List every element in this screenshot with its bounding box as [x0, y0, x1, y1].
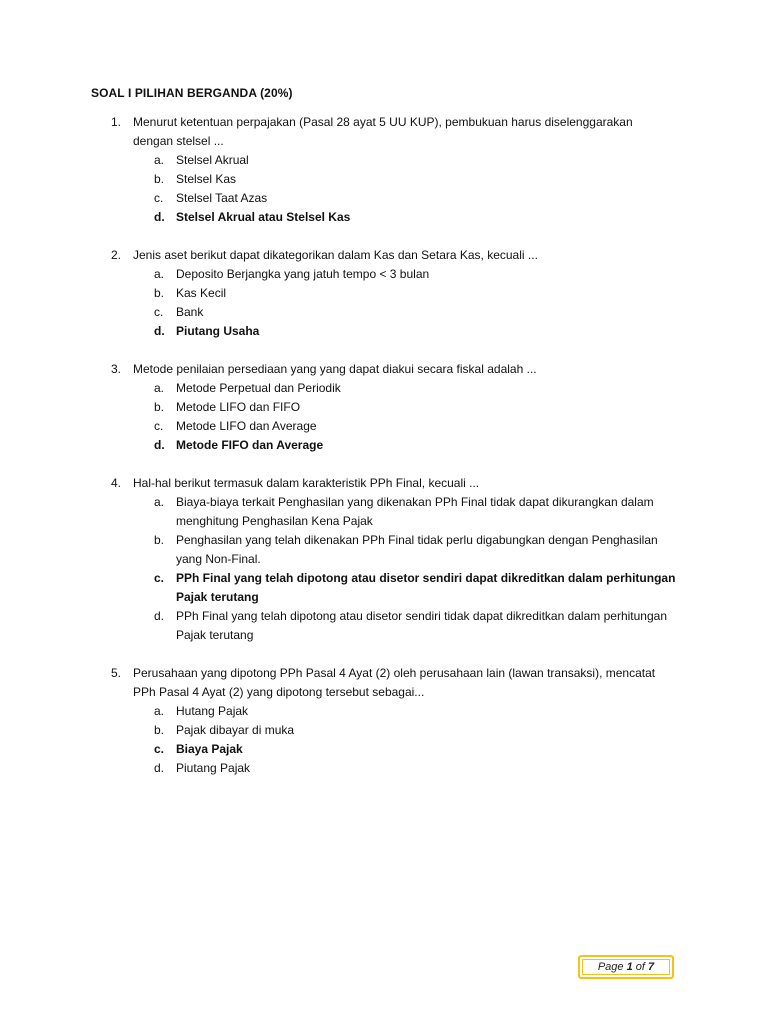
option-d: [0, 759, 768, 778]
question-1: [0, 113, 768, 227]
question-3: [0, 360, 768, 455]
option-letter: a.: [154, 704, 165, 718]
page-label: Page: [597, 961, 624, 973]
option-letter: d.: [154, 210, 165, 224]
option-text: Deposito Berjangka yang jatuh tempo < 3 bulan: [176, 267, 430, 281]
option-c-answer: [0, 740, 768, 759]
question-text: Perusahaan yang dipotong PPh Pasal 4 Ayat (2) oleh perusahaan lain (lawan transaksi), mencatat PPh Pasal 4 Ayat (2) yang dipotong tersebut sebagai...: [133, 666, 656, 699]
option-letter: a.: [154, 381, 165, 395]
question-2: [0, 246, 768, 341]
question-text: Metode penilaian persediaan yang yang dapat diakui secara fiskal adalah ...: [133, 362, 537, 376]
option-letter: c.: [154, 191, 164, 205]
question-number: 2.: [111, 248, 122, 262]
option-text: Metode Perpetual dan Periodik: [176, 381, 341, 395]
option-letter: d.: [154, 609, 165, 623]
option-text: PPh Final yang telah dipotong atau disetor sendiri dapat dikreditkan dalam perhitungan Pajak terutang: [176, 571, 676, 604]
option-letter: b.: [154, 400, 165, 414]
option-list: [0, 702, 768, 778]
question-number: 5.: [111, 666, 122, 680]
option-letter: d.: [154, 324, 165, 338]
option-letter: c.: [154, 305, 164, 319]
option-text: Pajak dibayar di muka: [176, 723, 295, 737]
option-letter: d.: [154, 761, 165, 775]
option-text: Piutang Usaha: [176, 324, 260, 338]
option-letter: a.: [154, 495, 165, 509]
option-letter: a.: [154, 267, 165, 281]
option-a: [0, 493, 768, 531]
current-page: 1: [626, 961, 633, 973]
option-d-answer: [0, 322, 768, 341]
option-b: [0, 170, 768, 189]
option-a: [0, 265, 768, 284]
page-number-box: [578, 955, 674, 979]
option-d: [0, 607, 768, 645]
option-text: Stelsel Akrual atau Stelsel Kas: [176, 210, 351, 224]
option-b: [0, 531, 768, 569]
question-text: Menurut ketentuan perpajakan (Pasal 28 ayat 5 UU KUP), pembukuan harus diselenggarakan dengan stelsel ...: [133, 115, 633, 148]
option-list: [0, 493, 768, 645]
section-title: SOAL I PILIHAN BERGANDA (20%): [91, 86, 293, 100]
option-letter: d.: [154, 438, 165, 452]
question-number: 3.: [111, 362, 122, 376]
option-letter: c.: [154, 571, 165, 585]
option-text: Hutang Pajak: [176, 704, 249, 718]
question-number: 1.: [111, 115, 122, 129]
option-letter: a.: [154, 153, 165, 167]
option-letter: b.: [154, 172, 165, 186]
option-text: Metode LIFO dan Average: [176, 419, 317, 433]
of-label: of: [635, 961, 645, 973]
option-list: [0, 379, 768, 455]
option-b: [0, 721, 768, 740]
question-4: [0, 474, 768, 645]
option-text: Piutang Pajak: [176, 761, 251, 775]
option-text: Metode FIFO dan Average: [176, 438, 324, 452]
option-a: [0, 379, 768, 398]
option-text: Stelsel Taat Azas: [176, 191, 268, 205]
option-text: Biaya Pajak: [176, 742, 243, 756]
option-c: [0, 303, 768, 322]
question-text: Hal-hal berikut termasuk dalam karakteristik PPh Final, kecuali ...: [133, 476, 480, 490]
option-a: [0, 702, 768, 721]
option-d-answer: [0, 208, 768, 227]
option-text: Bank: [176, 305, 204, 319]
option-list: [0, 265, 768, 341]
option-a: [0, 151, 768, 170]
option-text: Biaya-biaya terkait Penghasilan yang dikenakan PPh Final tidak dapat dikurangkan dalam menghitung Penghasilan Kena Pajak: [176, 495, 654, 528]
option-letter: b.: [154, 286, 165, 300]
question-list: [0, 113, 768, 797]
question-text: Jenis aset berikut dapat dikategorikan dalam Kas dan Setara Kas, kecuali ...: [133, 248, 538, 262]
total-pages: 7: [648, 961, 655, 973]
question-5: [0, 664, 768, 778]
option-letter: c.: [154, 419, 164, 433]
option-c: [0, 189, 768, 208]
option-b: [0, 284, 768, 303]
option-c: [0, 417, 768, 436]
option-letter: b.: [154, 723, 165, 737]
option-text: Stelsel Kas: [176, 172, 237, 186]
option-letter: c.: [154, 742, 165, 756]
option-text: Penghasilan yang telah dikenakan PPh Final tidak perlu digabungkan dengan Penghasilan yang Non-Final.: [176, 533, 658, 566]
option-letter: b.: [154, 533, 165, 547]
option-d-answer: [0, 436, 768, 455]
option-text: Metode LIFO dan FIFO: [176, 400, 301, 414]
question-number: 4.: [111, 476, 122, 490]
option-text: PPh Final yang telah dipotong atau disetor sendiri tidak dapat dikreditkan dalam perhitungan Pajak terutang: [176, 609, 667, 642]
option-text: Kas Kecil: [176, 286, 227, 300]
option-b: [0, 398, 768, 417]
option-c-answer: [0, 569, 768, 607]
option-text: Stelsel Akrual: [176, 153, 249, 167]
option-list: [0, 151, 768, 227]
